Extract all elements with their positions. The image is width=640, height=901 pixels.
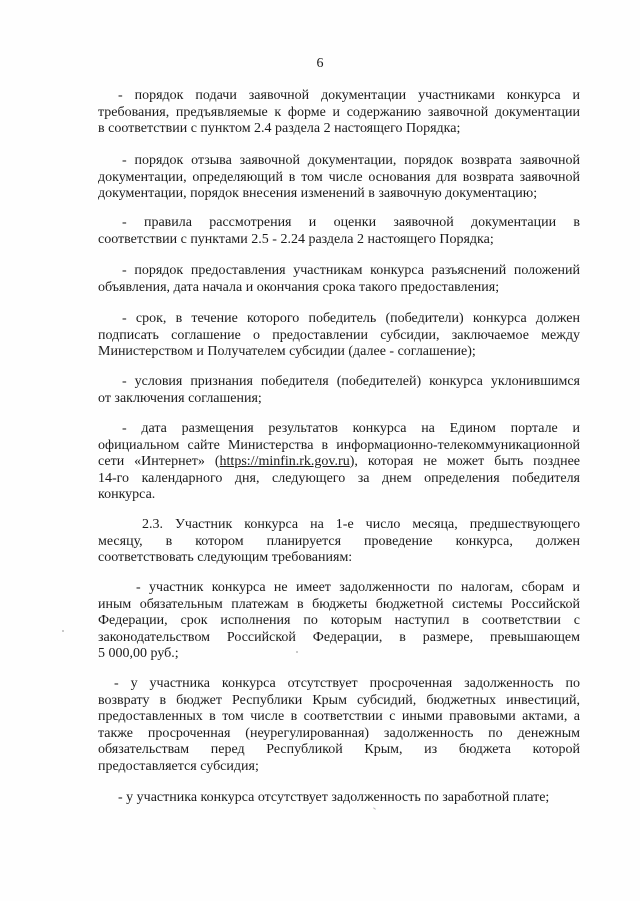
text-line: - у участника конкурса отсутствует просроченная задолженность по	[114, 676, 580, 691]
paragraph-agreement-deadline	[98, 311, 580, 361]
text-line: сети «Интернет» (https://minfin.rk.gov.ru), которая не может быть позднее	[98, 454, 580, 470]
paragraph-clarifications-order	[98, 263, 580, 296]
text-line: Федерации, срок исполнения по которым наступил в соответствии с	[98, 613, 580, 629]
text-line: - участник конкурса не имеет задолженности по налогам, сборам и	[136, 580, 580, 595]
text-line: официальном сайте Министерства в информационно-телекоммуникационной	[98, 437, 580, 453]
text-line: Министерством и Получателем субсидии (далее - соглашение);	[98, 344, 476, 360]
text-line: - дата размещения результатов конкурса на Едином портале и	[122, 421, 580, 436]
text-line: документации, порядок внесения изменений в заявочную документацию;	[98, 186, 538, 202]
text-line: иным обязательным платежам в бюджеты бюджетной системы Российской	[98, 596, 580, 612]
website-link[interactable]: https://minfin.rk.gov.ru	[219, 454, 350, 470]
text-line: предоставленных в том числе в соответствии с иными правовыми актами, а	[98, 709, 580, 725]
text-line: предоставляется субсидия;	[98, 758, 259, 774]
text-line: 14-го календарного дня, следующего за днем определения победителя	[98, 470, 580, 486]
text-line: возврату в бюджет Республики Крым субсидий, бюджетных инвестиций,	[98, 692, 580, 708]
text-line: соответствовать следующим требованиям:	[98, 550, 353, 566]
text-line: 2.3. Участник конкурса на 1-е число месяца, предшествующего	[142, 517, 580, 532]
paragraph-section-2-3	[98, 517, 580, 567]
text-line: от заключения соглашения;	[98, 390, 262, 406]
text-line: конкурса.	[98, 487, 156, 503]
text-line: - порядок предоставления участникам конкурса разъяснений положений	[122, 263, 580, 278]
paragraph-tax-debt	[98, 580, 580, 663]
text-line: - правила рассмотрения и оценки заявочной документации в	[122, 215, 580, 230]
paragraph-overdue-debt	[98, 676, 580, 776]
scan-speck	[296, 651, 298, 653]
text-line: месяцу, в котором планируется проведение конкурса, должен	[98, 533, 580, 549]
text-line: подписать соглашение о предоставлении субсидии, заключаемое между	[98, 327, 580, 343]
text-line: документации, определяющий в том числе основания для возврата заявочной	[98, 169, 580, 185]
text-line: - условия признания победителя (победителей) конкурса уклонившимся	[122, 374, 580, 389]
paragraph-submission-order	[98, 88, 580, 138]
text-line-with-link	[98, 454, 580, 471]
paragraph-results-publication	[98, 421, 580, 504]
text-line: требования, предъявляемые к форме и содержанию заявочной документации	[98, 104, 580, 120]
paragraph-withdrawal-order	[98, 153, 580, 203]
scan-speck	[373, 807, 376, 810]
text-line: 5 000,00 руб.;	[98, 646, 179, 662]
text-line: объявления, дата начала и окончания срока такого предоставления;	[98, 279, 500, 295]
paragraph-evasion-conditions	[98, 374, 580, 407]
text-line: также просроченная (неурегулированная) задолженность по денежным	[98, 725, 580, 741]
paragraph-review-rules	[98, 215, 580, 248]
scan-speck	[62, 630, 64, 632]
paragraph-wage-debt	[98, 790, 580, 807]
text-line: обязательствам перед Республикой Крым, из бюджета которой	[98, 742, 580, 758]
page-number: 6	[316, 56, 324, 71]
text-line: - срок, в течение которого победитель (победители) конкурса должен	[122, 311, 580, 326]
text-line: - порядок подачи заявочной документации участниками конкурса и	[118, 88, 580, 103]
text-line: соответствии с пунктами 2.5 - 2.24 раздела 2 настоящего Порядка;	[98, 231, 494, 247]
text-line: законодательством Российской Федерации, в размере, превышающем	[98, 629, 580, 645]
text-line: - порядок отзыва заявочной документации, порядок возврата заявочной	[122, 153, 580, 168]
text-line: в соответствии с пунктом 2.4 раздела 2 настоящего Порядка;	[98, 121, 461, 137]
text-line: - у участника конкурса отсутствует задолженность по заработной плате;	[118, 790, 550, 805]
